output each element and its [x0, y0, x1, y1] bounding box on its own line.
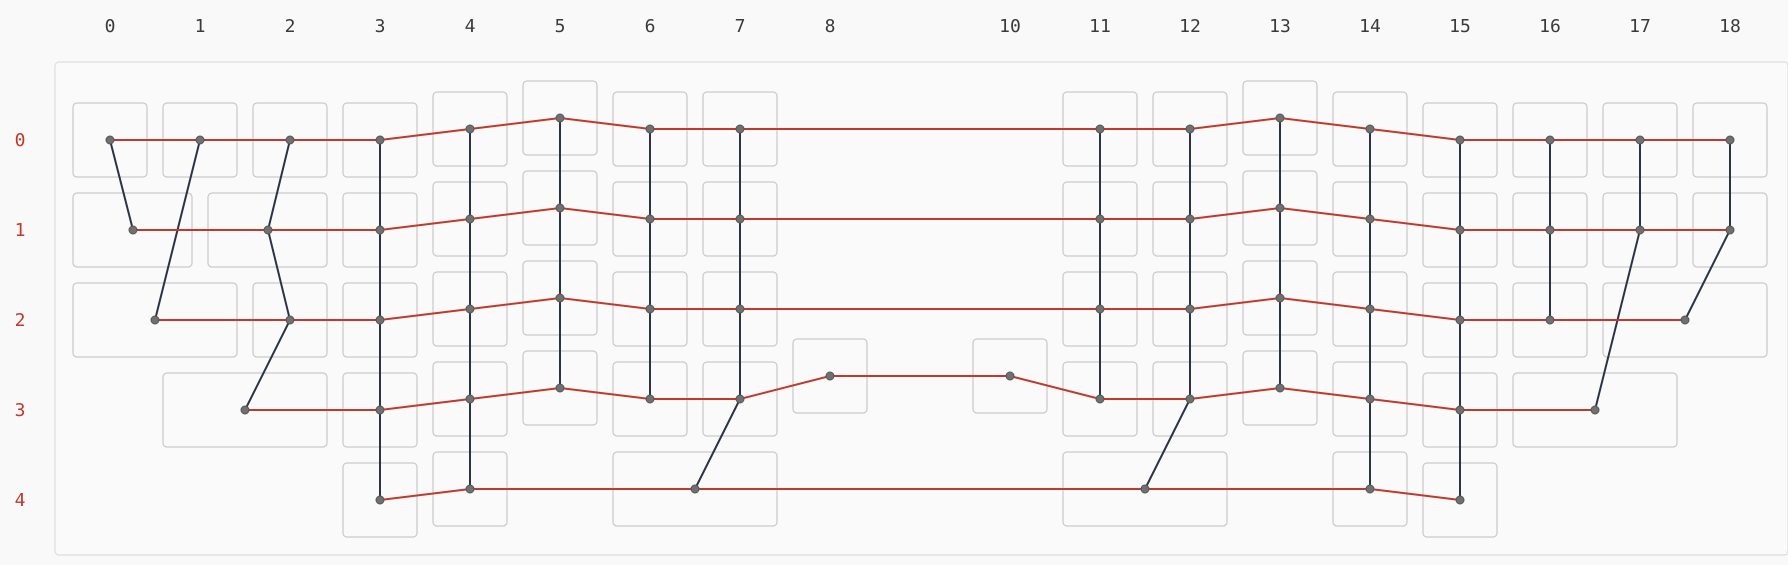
switch-node [129, 226, 137, 234]
switch-node [106, 136, 114, 144]
switch-node [1366, 125, 1374, 133]
switch-node [466, 485, 474, 493]
column-label: 18 [1719, 16, 1741, 37]
column-label: 13 [1269, 16, 1291, 37]
switch-node [1636, 226, 1644, 234]
switch-node [376, 316, 384, 324]
switch-node [1546, 316, 1554, 324]
switch-node [241, 406, 249, 414]
switch-node [1591, 406, 1599, 414]
switch-node [1186, 215, 1194, 223]
switch-node [1276, 384, 1284, 392]
switch-node [826, 372, 834, 380]
switch-node [1366, 305, 1374, 313]
switch-node [1276, 204, 1284, 212]
switch-node [1456, 136, 1464, 144]
switch-node [466, 215, 474, 223]
switch-node [736, 125, 744, 133]
column-labels [105, 16, 1741, 37]
switch-node [691, 485, 699, 493]
switch-node [1096, 215, 1104, 223]
switch-node [556, 114, 564, 122]
switch-node [466, 125, 474, 133]
switch-node [1681, 316, 1689, 324]
switch-node [1096, 125, 1104, 133]
column-label: 17 [1629, 16, 1651, 37]
row-label: 4 [14, 490, 26, 511]
row-labels [15, 130, 26, 511]
column-label: 4 [464, 16, 476, 37]
switch-node [1276, 294, 1284, 302]
switch-node [1186, 125, 1194, 133]
column-label: 2 [284, 16, 296, 37]
switch-node [1546, 226, 1554, 234]
column-label: 1 [194, 16, 206, 37]
column-label: 12 [1179, 16, 1201, 37]
switch-node [736, 215, 744, 223]
switch-node [376, 226, 384, 234]
switch-node [1186, 395, 1194, 403]
switch-node [1726, 136, 1734, 144]
switch-node [556, 204, 564, 212]
column-label: 15 [1449, 16, 1471, 37]
row-label: 1 [14, 220, 26, 241]
switch-node [151, 316, 159, 324]
switch-node [286, 136, 294, 144]
switch-node [1456, 406, 1464, 414]
switch-node [466, 395, 474, 403]
switch-node [1366, 485, 1374, 493]
switch-node [1366, 215, 1374, 223]
switch-node [286, 316, 294, 324]
switch-node [1456, 226, 1464, 234]
switch-node [1456, 316, 1464, 324]
switch-node [376, 136, 384, 144]
switch-node [646, 125, 654, 133]
switch-node [264, 226, 272, 234]
switch-node [1546, 136, 1554, 144]
switch-node [736, 305, 744, 313]
switch-node [376, 406, 384, 414]
switch-node [1186, 305, 1194, 313]
switch-node [1096, 395, 1104, 403]
switch-node [646, 395, 654, 403]
switch-node [1726, 226, 1734, 234]
column-label: 0 [104, 16, 116, 37]
column-label: 5 [554, 16, 566, 37]
column-label: 14 [1359, 16, 1381, 37]
column-label: 10 [999, 16, 1021, 37]
switch-node [556, 384, 564, 392]
row-label: 2 [14, 310, 26, 331]
switch-node [1096, 305, 1104, 313]
column-label: 7 [734, 16, 746, 37]
row-label: 0 [14, 130, 26, 151]
switch-node [1366, 395, 1374, 403]
column-label: 8 [824, 16, 836, 37]
switch-node [556, 294, 564, 302]
switch-node [1276, 114, 1284, 122]
switch-node [646, 305, 654, 313]
switch-node [466, 305, 474, 313]
column-label: 16 [1539, 16, 1561, 37]
column-label: 11 [1089, 16, 1111, 37]
switch-node [376, 496, 384, 504]
column-label: 3 [374, 16, 386, 37]
row-label: 3 [14, 400, 26, 421]
switch-node [646, 215, 654, 223]
switch-node [736, 395, 744, 403]
switch-node [196, 136, 204, 144]
switch-node [1141, 485, 1149, 493]
column-label: 6 [644, 16, 656, 37]
switch-node [1006, 372, 1014, 380]
switch-node [1636, 136, 1644, 144]
switch-node [1456, 496, 1464, 504]
